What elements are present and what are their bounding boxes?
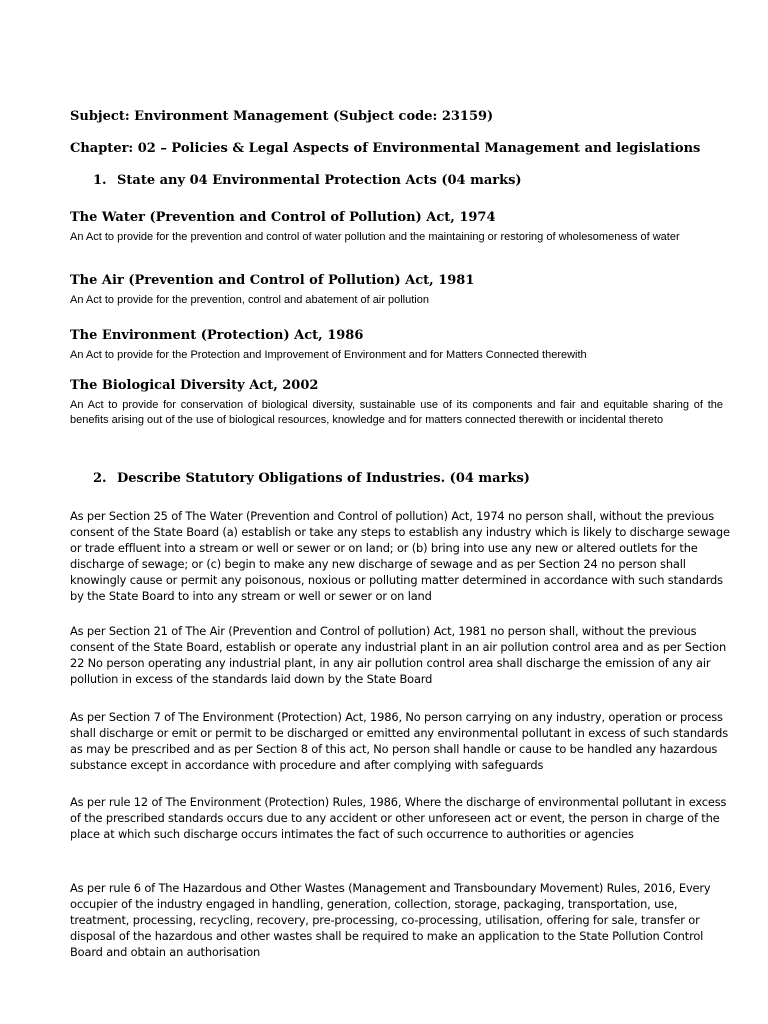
obligation-paragraph-air: As per Section 21 of The Air (Prevention and Control of pollution) Act, 1981 no person shall, without the previous consent of the State Board, establish or operate any industrial plant in an air pollution control area and as per Section 22 No person operating any industrial plant, in any air pollution control area shall discharge the emission of any air pollution in excess of the standards laid down by the State Board xyxy=(70,624,727,686)
obligation-paragraph-water: As per Section 25 of The Water (Prevention and Control of pollution) Act, 1974 no person shall, without the previous consent of the State Board (a) establish or take any steps to establish any industry which is likely to discharge sewage or trade effluent into a stream or well or sewer or on land; or (b) bring into use any new or altered outlets for the discharge of sewage; or (c) begin to make any new discharge of sewage and as per Section 24 no person shall knowingly cause or permit any poisonous, noxious or polluting matter determined in accordance with such standards by the State Board to into any stream or well or sewer or on land xyxy=(70,509,730,603)
act-title: The Environment (Protection) Act, 1986 xyxy=(70,328,364,343)
obligation-paragraph-environment-rules: As per rule 12 of The Environment (Protection) Rules, 1986, Where the discharge of environmental pollutant in excess of the prescribed standards occurs due to any accident or other unforeseen act or event, the person in charge of the place at which such discharge occurs intimates the fact of such occurrence to authorities or agencies xyxy=(70,795,727,841)
act-biological-diversity xyxy=(70,378,723,428)
question-number: 2. xyxy=(93,471,107,486)
act-description: An Act to provide for the Protection and Improvement of Environment and for Matters Connected therewith xyxy=(70,349,587,361)
subject-line: Subject: Environment Management (Subject code: 23159) xyxy=(70,109,494,124)
act-title: The Biological Diversity Act, 2002 xyxy=(70,378,319,393)
act-description: An Act to provide for conservation of biological diversity, sustainable use of its components and fair and equitable sharing of the benefits arising out of the use of biological resources, knowledge and for matters connected therewith or incidental thereto xyxy=(70,399,723,426)
act-title: The Air (Prevention and Control of Pollution) Act, 1981 xyxy=(70,273,475,288)
act-title: The Water (Prevention and Control of Pollution) Act, 1974 xyxy=(70,210,496,225)
obligation-paragraph-environment-act: As per Section 7 of The Environment (Protection) Act, 1986, No person carrying on any industry, operation or process shall discharge or emit or permit to be discharged or emitted any environmental pollutant in excess of such standards as may be prescribed and as per Section 8 of this act, No person shall handle or cause to be handled any hazardous substance except in accordance with procedure and after complying with safeguards xyxy=(70,710,729,772)
chapter-line: Chapter: 02 – Policies & Legal Aspects of Environmental Management and legislations xyxy=(70,141,701,156)
question-text: Describe Statutory Obligations of Industries. (04 marks) xyxy=(117,471,530,486)
act-description: An Act to provide for the prevention, control and abatement of air pollution xyxy=(70,294,429,306)
question-1-heading xyxy=(93,173,522,189)
act-water xyxy=(70,210,723,245)
question-2-heading xyxy=(93,471,530,487)
question-number: 1. xyxy=(93,173,107,188)
act-description: An Act to provide for the prevention and control of water pollution and the maintaining or restoring of wholesomeness of water xyxy=(70,231,680,243)
obligation-paragraph-hazardous-wastes: As per rule 6 of The Hazardous and Other Wastes (Management and Transboundary Movement) Rules, 2016, Every occupier of the industry engaged in handling, generation, collection, storage, packaging, transportation, use, treatment, processing, recycling, recovery, pre-processing, co-processing, utilisation, offering for sale, transfer or disposal of the hazardous and other wastes shall be required to make an application to the State Pollution Control Board and obtain an authorisation xyxy=(70,881,711,959)
act-environment xyxy=(70,328,723,363)
question-text: State any 04 Environmental Protection Acts (04 marks) xyxy=(117,173,522,188)
act-air xyxy=(70,273,723,308)
